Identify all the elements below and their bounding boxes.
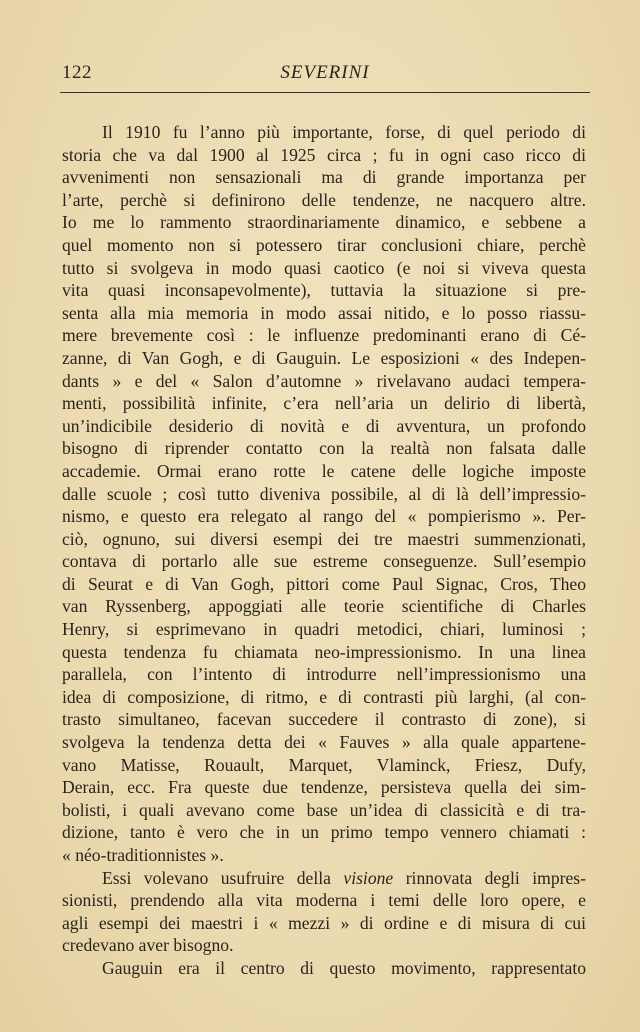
text-line: dalle scuole ; così tutto diveniva possibile, al di là dell’impressio- (62, 483, 586, 504)
text-line: bisogno di riprender contatto con la realtà non falsata dalle (62, 438, 586, 459)
text-line: svolgeva la tendenza detta dei « Fauves » alla quale appartene- (62, 732, 586, 753)
text-line: senta alla mia memoria in modo assai nitido, e lo posso riassu- (62, 302, 586, 323)
text-line: dizione, tanto è vero che in un primo tempo vennero chiamati : (62, 822, 586, 843)
page-header (62, 62, 588, 90)
text-line: questa tendenza fu chiamata neo-impressionismo. In una linea (62, 641, 586, 662)
text-line: nismo, e questo era relegato al rango del « pompierismo ». Per- (62, 506, 586, 527)
text-line: trasto simultaneo, facevan succedere il contrasto di zone), si (62, 709, 586, 730)
body-text (62, 121, 586, 980)
text-line: Il 1910 fu l’anno più importante, forse, di quel periodo di (102, 122, 586, 142)
text-line: dants » e del « Salon d’automne » rivelavano audaci tempera- (62, 370, 586, 391)
text-line: accademie. Ormai erano rotte le catene delle logiche imposte (62, 460, 586, 481)
text-line: menti, possibilità infinite, c’era nell’aria un delirio di libertà, (62, 393, 586, 414)
text-line: agli esempi dei maestri i « mezzi » di ordine e di misura di cui (62, 912, 586, 933)
text-line: vano Matisse, Rouault, Marquet, Vlaminck, Friesz, Dufy, (62, 754, 586, 775)
text-line: zanne, di Van Gogh, e di Gauguin. Le esposizioni « des Indepen- (62, 347, 586, 368)
text-line: un’indicibile desiderio di novità e di avventura, un profondo (62, 415, 586, 436)
text-line: l’arte, perchè si definirono delle tendenze, ne nacquero altre. (62, 189, 586, 210)
text-line-with-emphasis (62, 867, 586, 890)
text-line: mere brevemente così : le influenze predominanti erano di Cé- (62, 325, 586, 346)
text-line: parallela, con l’intento di introdurre nell’impressionismo una (62, 664, 586, 685)
text-fragment: Essi volevano usufruire della (102, 867, 344, 888)
text-line: Gauguin era il centro di questo movimento, rappresentato (102, 957, 586, 978)
text-line: avvenimenti non sensazionali ma di grande importanza per (62, 167, 586, 188)
text-line: vita quasi inconsapevolmente), tuttavia la situazione si pre- (62, 280, 586, 301)
text-line: Derain, ecc. Fra queste due tendenze, persisteva quella dei sim- (62, 777, 586, 798)
text-fragment: rinnovata degli impres- (393, 867, 586, 888)
text-line: contava di portarlo alle sue estreme conseguenze. Sull’esempio (62, 551, 586, 572)
header-rule (60, 92, 590, 93)
text-line: idea di composizione, di ritmo, e di contrasti più larghi, (al con- (62, 686, 586, 707)
text-line: di Seurat e di Van Gogh, pittori come Paul Signac, Cros, Theo (62, 573, 586, 594)
text-line: Io me lo rammento straordinariamente dinamico, e sebbene a (62, 212, 586, 233)
emphasis-visione: visione (343, 867, 394, 888)
text-line: van Ryssenberg, appoggiati alle teorie scientifiche di Charles (62, 596, 586, 617)
text-line: ciò, ognuno, sui diversi esempi dei tre maestri summenzionati, (62, 528, 586, 549)
text-line: « néo-traditionnistes ». (62, 845, 224, 865)
text-line: sionisti, prendendo alla vita moderna i temi delle loro opere, e (62, 890, 586, 911)
text-line: tutto si svolgeva in modo quasi caotico (e noi si viveva questa (62, 257, 586, 278)
text-line: quel momento non si potessero tirar conclusioni chiare, perchè (62, 234, 586, 255)
text-line: credevano aver bisogno. (62, 935, 234, 956)
text-line: Henry, si esprimevano in quadri metodici, chiari, luminosi ; (62, 619, 586, 640)
text-line: bolisti, i quali avevano come base un’idea di classicità e di tra- (62, 799, 586, 820)
running-head: SEVERINI (280, 62, 370, 83)
text-line: storia che va dal 1900 al 1925 circa ; fu in ogni caso ricco di (62, 144, 586, 165)
page-number: 122 (62, 62, 92, 83)
